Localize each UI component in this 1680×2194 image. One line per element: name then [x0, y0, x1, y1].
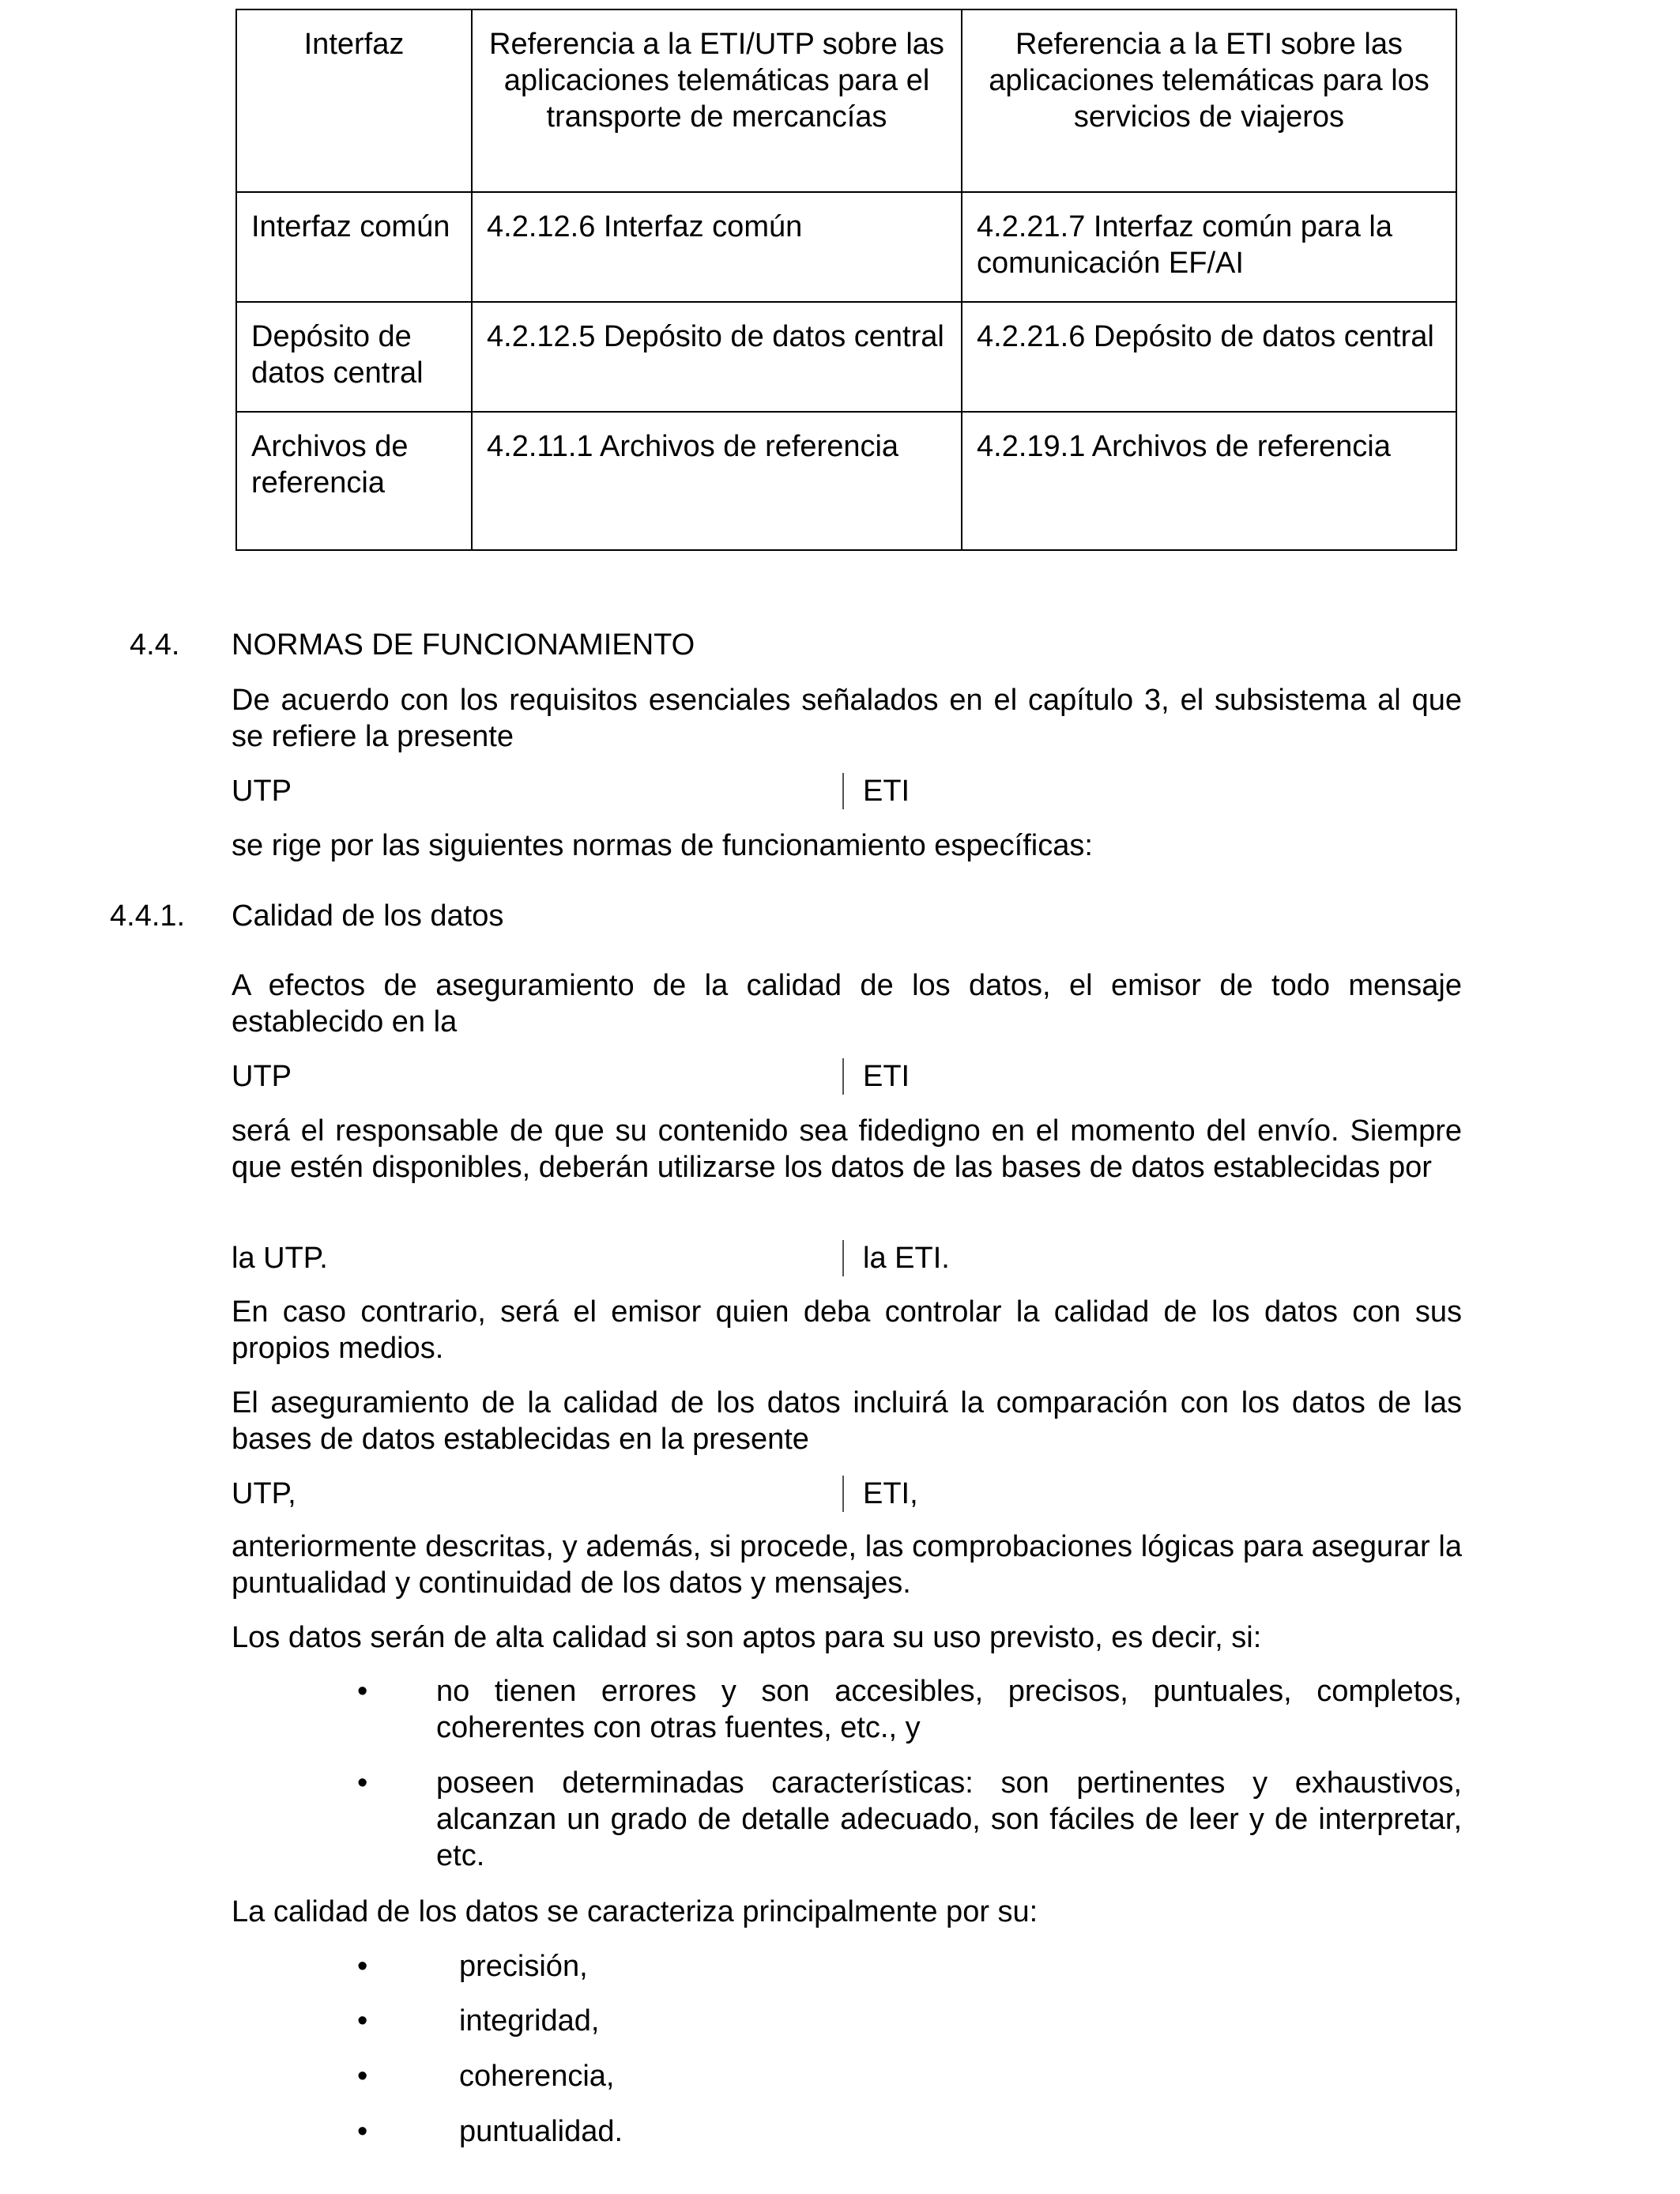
list-item: poseen determinadas características: son pertinentes y exhaustivos, alcanzan un grado de detalle adecuado, son fáciles de leer y de interpretar, etc.	[436, 1766, 1462, 1872]
table-cell: 4.2.11.1 Archivos de referencia	[472, 412, 962, 550]
table-row	[236, 412, 1456, 550]
paragraph: La calidad de los datos se caracteriza principalmente por su:	[232, 1895, 1038, 1928]
bullet-icon: •	[357, 2004, 368, 2038]
version-split-line	[232, 1058, 1462, 1095]
split-divider	[842, 1240, 844, 1276]
paragraph: se rige por las siguientes normas de funcionamiento específicas:	[232, 829, 1093, 862]
split-right-text: ETI	[863, 1060, 910, 1093]
table-cell: 4.2.19.1 Archivos de referencia	[962, 412, 1456, 550]
version-split-line	[232, 1240, 1462, 1276]
list-item: coherencia,	[459, 2060, 615, 2093]
bullet-icon: •	[357, 2060, 368, 2093]
table-cell: 4.2.21.7 Interfaz común para la comunicación EF/AI	[962, 192, 1456, 302]
paragraph: A efectos de aseguramiento de la calidad de los datos, el emisor de todo mensaje establecido en la	[232, 969, 1462, 1039]
split-right-text: la ETI.	[863, 1242, 950, 1275]
paragraph: Los datos serán de alta calidad si son aptos para su uso previsto, es decir, si:	[232, 1621, 1262, 1654]
split-divider	[842, 1476, 844, 1512]
table-row	[236, 302, 1456, 412]
split-right-text: ETI,	[863, 1477, 918, 1510]
bullet-icon: •	[357, 1766, 368, 1800]
paragraph: El aseguramiento de la calidad de los datos incluirá la comparación con los datos de las bases de datos establecidas en la presente	[232, 1386, 1462, 1456]
split-divider	[842, 1058, 844, 1095]
subsection-title: Calidad de los datos	[232, 899, 504, 933]
table-header-cell: Referencia a la ETI/UTP sobre las aplicaciones telemáticas para el transporte de mercancías	[472, 9, 962, 192]
split-right-text: ETI	[863, 775, 910, 808]
version-split-line	[232, 773, 1462, 809]
list-item: integridad,	[459, 2004, 600, 2038]
list-item: no tienen errores y son accesibles, precisos, puntuales, completos, coherentes con otras fuentes, etc., y	[436, 1675, 1462, 1744]
table-cell: Archivos de referencia	[236, 412, 472, 550]
table-cell: 4.2.12.5 Depósito de datos central	[472, 302, 962, 412]
split-left-text: UTP,	[232, 1477, 296, 1510]
split-left-text: UTP	[232, 1060, 292, 1093]
table-cell: Depósito de datos central	[236, 302, 472, 412]
list-item: precisión,	[459, 1950, 588, 1983]
version-split-line	[232, 1476, 1462, 1512]
paragraph: será el responsable de que su contenido sea fidedigno en el momento del envío. Siempre que estén disponibles, deberán utilizarse los datos de las bases de datos establecidas por	[232, 1114, 1462, 1184]
table-header-cell: Interfaz	[236, 9, 472, 192]
table-cell: 4.2.21.6 Depósito de datos central	[962, 302, 1456, 412]
split-left-text: la UTP.	[232, 1242, 328, 1275]
paragraph: En caso contrario, será el emisor quien deba controlar la calidad de los datos con sus propios medios.	[232, 1295, 1462, 1365]
bullet-icon: •	[357, 2115, 368, 2148]
split-left-text: UTP	[232, 775, 292, 808]
subsection-number: 4.4.1.	[110, 899, 186, 933]
reference-table	[235, 9, 1457, 551]
bullet-icon: •	[357, 1675, 368, 1708]
table-row	[236, 192, 1456, 302]
paragraph: anteriormente descritas, y además, si procede, las comprobaciones lógicas para asegurar la puntualidad y continuidad de los datos y mensajes.	[232, 1530, 1462, 1600]
section-number: 4.4.	[130, 628, 180, 662]
section-title: NORMAS DE FUNCIONAMIENTO	[232, 628, 695, 662]
table-cell: 4.2.12.6 Interfaz común	[472, 192, 962, 302]
bullet-icon: •	[357, 1950, 368, 1983]
table-cell: Interfaz común	[236, 192, 472, 302]
table-header-cell: Referencia a la ETI sobre las aplicaciones telemáticas para los servicios de viajeros	[962, 9, 1456, 192]
table-header-row	[236, 9, 1456, 192]
split-divider	[842, 773, 844, 809]
paragraph: De acuerdo con los requisitos esenciales señalados en el capítulo 3, el subsistema al que se refiere la presente	[232, 684, 1462, 753]
list-item: puntualidad.	[459, 2115, 623, 2148]
